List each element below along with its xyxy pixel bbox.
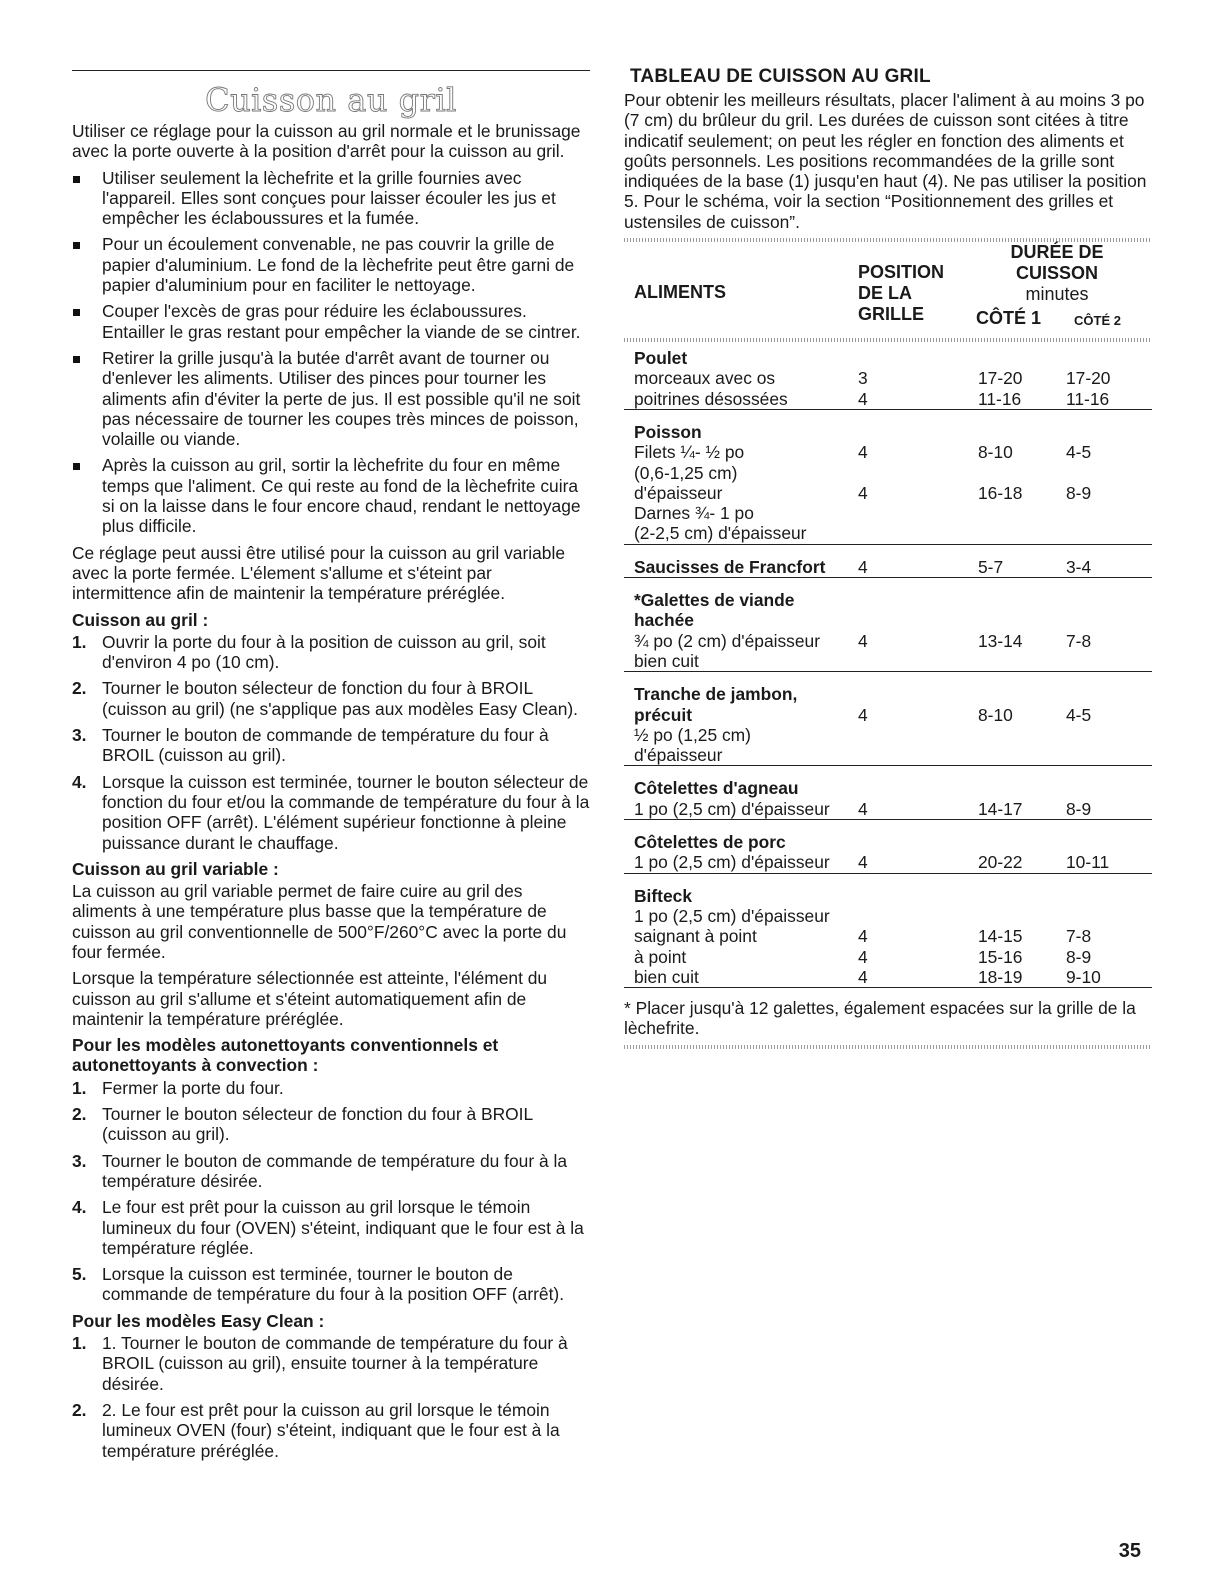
variable-broil-paragraph-1: La cuisson au gril variable permet de faire cuire au gril des aliments à une température plus basse que la température de cuisson au gril conventionnelle de 500°F/260°C avec la porte du four fermée.	[72, 881, 567, 962]
time-side-2: 8-9	[1066, 946, 1092, 967]
header-position: POSITION	[858, 262, 945, 283]
time-side-2: 4-5	[1066, 442, 1092, 463]
time-side-1	[978, 725, 1066, 745]
broil-table	[624, 348, 1152, 988]
time-side-2: 7-8	[1066, 630, 1092, 651]
time-side-1: 14-15	[978, 926, 1023, 947]
empty-cell	[1066, 590, 1152, 610]
time-side-2: 7-8	[1066, 926, 1092, 947]
step-item	[72, 1078, 590, 1098]
time-side-1	[978, 503, 1066, 523]
time-side-2	[1066, 651, 1152, 672]
food-detail: à point	[634, 946, 687, 967]
intro-paragraph: Utiliser ce réglage pour la cuisson au gril normale et le brunissage avec la porte ouverte à la position d'arrêt pour la cuisson au gril.	[72, 121, 581, 162]
time-side-2: 17-20	[1066, 368, 1111, 389]
food-detail: morceaux avec os	[634, 368, 776, 389]
time-side-2: 8-9	[1066, 482, 1092, 503]
step-text: Tourner le bouton de commande de température du four à BROIL (cuisson au gril).	[102, 725, 549, 766]
empty-cell	[1066, 684, 1152, 704]
step-number: 4.	[72, 771, 87, 792]
food-detail: saignant à point	[634, 926, 757, 947]
table-row	[624, 725, 1152, 745]
bullet-item: Après la cuisson au gril, sortir la lèchefrite du four en même temps que l'aliment. Ce qui reste au fond de la lèchefrite cuira si on la laisse dans le four encore chaud, rendant le nettoyage plus difficile.	[72, 455, 590, 536]
rack-position: 4	[858, 704, 868, 725]
time-side-2	[1066, 463, 1152, 483]
rack-position	[858, 503, 978, 523]
rack-position: 3	[858, 368, 868, 389]
time-side-1	[978, 906, 1066, 926]
step-number: 1.	[72, 1077, 87, 1098]
table-row	[624, 389, 1152, 410]
food-name: Saucisses de Francfort	[634, 556, 826, 577]
rack-position	[858, 725, 978, 745]
header-cote-1: CÔTÉ 1	[976, 308, 1042, 329]
empty-cell	[1066, 832, 1152, 852]
step-item	[72, 1197, 590, 1258]
rack-position: 4	[858, 926, 868, 947]
group-header-row	[624, 348, 1152, 368]
time-side-2	[1066, 503, 1152, 523]
broil-heading: Cuisson au gril :	[72, 609, 209, 630]
table-row	[624, 852, 1152, 873]
tips-list	[72, 168, 590, 537]
group-header-row	[624, 422, 1152, 442]
divider-cell	[624, 988, 1152, 989]
time-side-2: 10-11	[1066, 852, 1110, 873]
group-header-row	[624, 557, 1152, 578]
rack-position: 4	[858, 630, 868, 651]
food-detail: bien cuit	[634, 650, 699, 671]
empty-cell	[858, 422, 978, 442]
step-number: 3.	[72, 1150, 87, 1171]
variable-note: Ce réglage peut aussi être utilisé pour la cuisson au gril variable avec la porte fermée. L'élement s'allume et s'éteint par intermittence afin de maintenir la température préréglée.	[72, 542, 566, 604]
rack-position	[858, 906, 978, 926]
group-header-row	[624, 610, 1152, 630]
empty-cell	[858, 610, 978, 630]
food-detail: 1 po (2,5 cm) d'épaisseur	[634, 798, 830, 819]
group-divider	[624, 578, 1152, 591]
table-footnote: * Placer jusqu'à 12 galettes, également espacées sur la grille de la lèchefrite.	[624, 998, 1136, 1039]
table-row	[624, 523, 1152, 544]
divider-cell	[624, 544, 1152, 557]
table-row	[624, 651, 1152, 672]
empty-cell	[978, 832, 1066, 852]
step-text: Lorsque la cuisson est terminée, tourner le bouton de commande de température du four à la position OFF (arrêt).	[102, 1264, 565, 1305]
header-aliments: ALIMENTS	[634, 282, 726, 303]
time-side-2: 4-5	[1066, 704, 1092, 725]
step-text: 1. Tourner le bouton de commande de température du four à BROIL (cuisson au gril), ensuite tourner à la température désirée.	[102, 1333, 568, 1394]
table-row	[624, 442, 1152, 462]
time-side-1	[978, 523, 1066, 544]
empty-cell	[1066, 348, 1152, 368]
step-number: 1.	[72, 1333, 87, 1354]
divider-cell	[624, 873, 1152, 886]
rack-position: 4	[858, 556, 868, 577]
empty-cell	[858, 348, 978, 368]
self-clean-models-heading: Pour les modèles autonettoyants conventionnels et autonettoyants à convection :	[72, 1035, 499, 1076]
rack-position: 4	[858, 946, 868, 967]
time-side-2: 8-9	[1066, 798, 1092, 819]
food-detail: ½ po (1,25 cm)	[634, 724, 751, 745]
step-item	[72, 632, 590, 673]
time-side-1: 8-10	[978, 442, 1013, 463]
table-bottom-rule	[624, 988, 1152, 989]
step-text: Fermer la porte du four.	[102, 1077, 284, 1098]
divider-cell	[624, 672, 1152, 685]
empty-cell	[858, 590, 978, 610]
table-row	[624, 926, 1152, 946]
food-detail: d'épaisseur	[634, 482, 723, 503]
hatch-divider	[624, 1045, 1152, 1049]
group-divider	[624, 873, 1152, 886]
step-text: Tourner le bouton sélecteur de fonction du four à BROIL (cuisson au gril) (ne s'applique pas aux modèles Easy Clean).	[102, 678, 579, 719]
step-item	[72, 1333, 590, 1394]
food-name-cont: précuit	[634, 704, 692, 725]
step-number: 2.	[72, 1399, 87, 1420]
rack-position: 4	[858, 442, 868, 463]
table-header	[624, 242, 1152, 338]
empty-cell	[978, 778, 1066, 798]
bullet-item: Retirer la grille jusqu'à la butée d'arrêt avant de tourner ou d'enlever les aliments. Utiliser des pinces pour tourner les aliments afin d'éviter la perte de jus. Il est possible qu'il ne soit pas nécessaire de tourner les coupes très minces de poisson, volaille ou viande.	[72, 348, 590, 449]
group-header-row	[624, 590, 1152, 610]
divider-cell	[624, 409, 1152, 422]
step-text: Le four est prêt pour la cuisson au gril lorsque le témoin lumineux du four (OVEN) s'éteint, indiquant que le four est à la température réglée.	[102, 1197, 584, 1258]
rack-position	[858, 651, 978, 672]
header-cote-2: CÔTÉ 2	[1074, 313, 1121, 329]
empty-cell	[978, 886, 1066, 906]
time-side-1: 11-16	[978, 388, 1022, 409]
step-number: 2.	[72, 1104, 87, 1125]
step-item	[72, 772, 590, 853]
step-number: 5.	[72, 1264, 87, 1285]
rack-position: 4	[858, 852, 868, 873]
rack-position: 4	[858, 388, 868, 409]
group-divider	[624, 409, 1152, 422]
table-title: TABLEAU DE CUISSON AU GRIL	[630, 66, 931, 87]
step-item	[72, 1400, 590, 1461]
empty-cell	[1066, 778, 1152, 798]
header-cuisson: CUISSON	[1015, 263, 1098, 284]
step-text: Tourner le bouton de commande de température du four à la température désirée.	[102, 1150, 568, 1191]
step-number: 3.	[72, 725, 87, 746]
empty-cell	[858, 886, 978, 906]
empty-cell	[858, 684, 978, 704]
empty-cell	[978, 684, 1066, 704]
empty-cell	[978, 610, 1066, 630]
header-de-la: DE LA	[858, 283, 912, 304]
rack-position: 4	[858, 798, 868, 819]
header-grille: GRILLE	[858, 304, 924, 325]
variable-broil-heading: Cuisson au gril variable :	[72, 858, 279, 879]
variable-broil-paragraph-2: Lorsque la température sélectionnée est atteinte, l'élément du cuisson au gril s'allume et s'éteint automatiquement afin de maintenir la température préréglée.	[72, 968, 548, 1029]
table-row	[624, 745, 1152, 766]
section-rule	[72, 70, 590, 71]
food-detail: bien cuit	[634, 966, 699, 987]
table-row	[624, 967, 1152, 988]
section-title: Cuisson au gril	[205, 81, 457, 119]
time-side-1: 8-10	[978, 704, 1013, 725]
empty-cell	[1066, 610, 1152, 630]
time-side-2	[1066, 523, 1152, 544]
group-divider	[624, 672, 1152, 685]
right-column	[624, 66, 1152, 1055]
time-side-1: 17-20	[978, 368, 1023, 389]
time-side-1	[978, 651, 1066, 672]
step-item	[72, 1151, 590, 1192]
step-text: 2. Le four est prêt pour la cuisson au gril lorsque le témoin lumineux OVEN (four) s'éteint, indiquant que le four est à la température préréglée.	[102, 1399, 560, 1461]
page-number: 35	[1118, 1540, 1141, 1562]
rack-position	[858, 463, 978, 483]
easy-clean-steps	[72, 1333, 590, 1461]
step-number: 2.	[72, 678, 87, 699]
step-text: Tourner le bouton sélecteur de fonction du four à BROIL (cuisson au gril).	[102, 1104, 533, 1145]
time-side-1	[978, 463, 1066, 483]
food-detail: 1 po (2,5 cm) d'épaisseur	[634, 852, 830, 873]
food-name-cont: hachée	[634, 610, 694, 631]
step-text: Ouvrir la porte du four à la position de cuisson au gril, soit d'environ 4 po (10 cm).	[102, 631, 546, 673]
empty-cell	[978, 422, 1066, 442]
divider-cell	[624, 766, 1152, 779]
food-name: *Galettes de viande	[634, 590, 795, 611]
rack-position: 4	[858, 966, 868, 987]
step-text: Lorsque la cuisson est terminée, tourner le bouton sélecteur de fonction du four et/ou la commande de température du four à la position OFF (arrêt). L'élément supérieur fonctionne à pleine puissance durant le chauffage.	[102, 771, 590, 853]
empty-cell	[1066, 422, 1152, 442]
empty-cell	[858, 832, 978, 852]
empty-cell	[858, 778, 978, 798]
food-name: Côtelettes d'agneau	[634, 778, 799, 799]
self-clean-steps	[72, 1078, 590, 1305]
food-detail: d'épaisseur	[634, 745, 723, 766]
step-item	[72, 1104, 590, 1145]
group-divider	[624, 766, 1152, 779]
food-detail: ¾ po (2 cm) d'épaisseur	[634, 630, 821, 651]
header-duree: DURÉE DE	[1010, 242, 1104, 263]
rack-position	[858, 523, 978, 544]
time-side-2	[1066, 745, 1152, 766]
divider-cell	[624, 578, 1152, 591]
time-side-1: 14-17	[978, 798, 1023, 819]
group-header-row	[624, 832, 1152, 852]
header-minutes: minutes	[1025, 284, 1089, 305]
time-side-1: 20-22	[978, 852, 1023, 873]
food-detail: Darnes ¾- 1 po	[634, 503, 754, 524]
food-name: Côtelettes de porc	[634, 832, 786, 853]
food-detail: 1 po (2,5 cm) d'épaisseur	[634, 905, 830, 926]
bullet-item: Utiliser seulement la lèchefrite et la grille fournies avec l'appareil. Elles sont conçues pour laisser écouler les jus et empêcher les éclaboussures et la fumée.	[72, 168, 590, 229]
food-name: Poulet	[634, 348, 688, 369]
easy-clean-heading: Pour les modèles Easy Clean :	[72, 1310, 325, 1331]
step-item	[72, 678, 590, 719]
step-number: 4.	[72, 1197, 87, 1218]
group-divider	[624, 820, 1152, 833]
divider-cell	[624, 820, 1152, 833]
group-header-row	[624, 684, 1152, 704]
group-header-row	[624, 886, 1152, 906]
time-side-2	[1066, 725, 1152, 745]
food-name: Poisson	[634, 421, 702, 442]
table-row	[624, 947, 1152, 967]
table-intro: Pour obtenir les meilleurs résultats, placer l'aliment à au moins 3 po (7 cm) du brûleur du gril. Les durées de cuisson sont citées à titre indicatif seulement; on peut les régler en fonction des aliments et goûts personnels. Les positions recommandées de la grille sont indiquées de la base (1) jusqu'en haut (4). Ne pas utiliser la position 5. Pour le schéma, voir la section “Positionnement des grilles et ustensiles de cuisson”.	[624, 90, 1147, 232]
time-side-2: 3-4	[1066, 556, 1092, 577]
rack-position	[858, 745, 978, 766]
food-name: Bifteck	[634, 885, 692, 906]
table-row	[624, 799, 1152, 820]
step-number: 1.	[72, 631, 87, 652]
hatch-divider	[624, 338, 1152, 342]
time-side-1: 16-18	[978, 482, 1023, 503]
food-name: Tranche de jambon,	[634, 684, 798, 705]
time-side-2: 11-16	[1066, 388, 1110, 409]
table-row	[624, 368, 1152, 388]
table-row	[624, 503, 1152, 523]
rack-position: 4	[858, 482, 868, 503]
step-item	[72, 1264, 590, 1305]
time-side-2: 9-10	[1066, 966, 1101, 987]
food-detail: Filets ¼- ½ po	[634, 442, 745, 463]
time-side-1: 13-14	[978, 630, 1023, 651]
left-column	[72, 70, 590, 1467]
bullet-item: Pour un écoulement convenable, ne pas couvrir la grille de papier d'aluminium. Le fond de la lèchefrite peut être garni de papier d'aluminium pour en faciliter le nettoyage.	[72, 234, 590, 295]
time-side-2	[1066, 906, 1152, 926]
empty-cell	[978, 348, 1066, 368]
food-detail: (0,6-1,25 cm)	[634, 462, 738, 483]
time-side-1: 5-7	[978, 556, 1004, 577]
table-row	[624, 463, 1152, 483]
step-item	[72, 725, 590, 766]
time-side-1: 18-19	[978, 966, 1023, 987]
time-side-1: 15-16	[978, 946, 1023, 967]
table-row	[624, 483, 1152, 503]
table-row	[624, 631, 1152, 651]
group-header-row	[624, 778, 1152, 798]
food-detail: poitrines désossées	[634, 388, 788, 409]
empty-cell	[1066, 886, 1152, 906]
table-row	[624, 906, 1152, 926]
bullet-item: Couper l'excès de gras pour réduire les éclaboussures. Entailler le gras restant pour empêcher la viande de se cintrer.	[72, 301, 590, 342]
empty-cell	[978, 590, 1066, 610]
group-divider	[624, 544, 1152, 557]
food-detail: (2-2,5 cm) d'épaisseur	[634, 523, 807, 544]
time-side-1	[978, 745, 1066, 766]
broil-steps	[72, 632, 590, 853]
group-header-row	[624, 705, 1152, 725]
